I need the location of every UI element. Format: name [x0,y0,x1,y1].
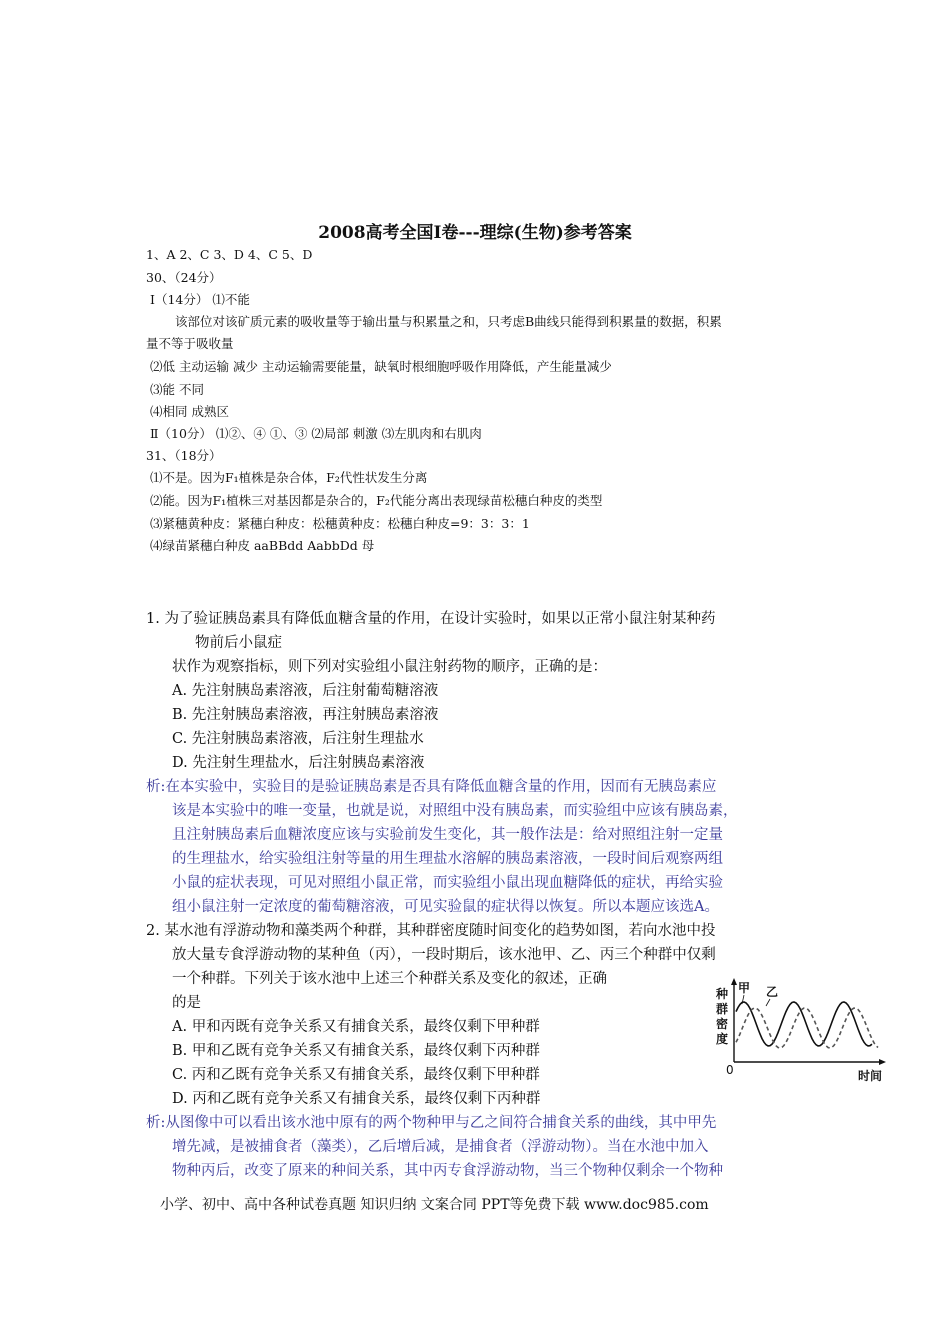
q30-part-ii: Ⅱ（10分） ⑴②、④ ①、③ ⑵局部 刺激 ⑶左肌肉和右肌肉 [150,426,482,441]
q1-analysis-line: 析:在本实验中，实验目的是验证胰岛素是否具有降低血糖含量的作用，因而有无胰岛素应 [146,779,717,795]
graph-ylabel-char: 种 [716,987,729,1001]
graph-xlabel: 时间 [858,1069,883,1083]
q1-option-b: B. 先注射胰岛素溶液，再注射胰岛素溶液 [172,707,439,723]
q2-option-d: D. 丙和乙既有竞争关系又有捕食关系，最终仅剩下丙种群 [172,1091,541,1107]
q2-analysis-line: 析:从图像中可以看出该水池中原有的两个物种甲与乙之间符合捕食关系的曲线，其中甲先 [146,1115,717,1131]
q2-stem-d: 的是 [172,995,201,1011]
q2-stem-a: 2. 某水池有浮游动物和藻类两个种群，其种群密度随时间变化的趋势如图，若向水池中投 [146,923,716,939]
graph-ylabel-char: 群 [716,1002,729,1016]
graph-series-label-yi: 乙 [766,985,779,999]
graph-leader-yi [766,999,770,1006]
graph-origin-label: 0 [726,1063,734,1077]
q2-option-b: B. 甲和乙既有竞争关系又有捕食关系，最终仅剩下丙种群 [172,1043,540,1059]
q30-explain-a: 该部位对该矿质元素的吸收量等于输出量与积累量之和，只考虑B曲线只能得到积累量的数据，积累 [175,314,722,329]
mc-answers: 1、A 2、C 3、D 4、C 5、D [146,247,313,262]
q31-part1: ⑴不是。因为F₁植株是杂合体，F₂代性状发生分离 [150,470,428,485]
graph-ylabel-char: 密 [716,1017,729,1031]
q1-analysis-line: 的生理盐水，给实验组注射等量的用生理盐水溶解的胰岛素溶液，一段时间后观察两组 [172,851,723,867]
q31-part4: ⑷绿苗紧穗白种皮 aaBBdd AabbDd 母 [150,538,375,553]
graph-ylabel-char: 度 [716,1032,729,1046]
graph-x-arrow [879,1059,886,1065]
q1-stem-a: 1. 为了验证胰岛素具有降低血糖含量的作用，在设计实验时，如果以正常小鼠注射某种药 [146,611,716,627]
q1-option-c: C. 先注射胰岛素溶液，后注射生理盐水 [172,731,424,747]
q2-option-a: A. 甲和丙既有竞争关系又有捕食关系，最终仅剩下甲种群 [172,1019,540,1035]
q30-part3: ⑶能 不同 [150,382,204,397]
population-density-graph [712,976,892,1086]
q1-analysis-line: 组小鼠注射一定浓度的葡萄糖溶液，可见实验鼠的症状得以恢复。所以本题应该选A。 [172,899,719,915]
page-footer: 小学、初中、高中各种试卷真题 知识归纳 文案合同 PPT等免费下载 www.doc985.com [160,1197,709,1213]
q1-analysis-line: 小鼠的症状表现，可见对照组小鼠正常，而实验组小鼠出现血糖降低的症状，再给实验 [172,875,723,891]
q31-part3: ⑶紧穗黄种皮：紧穗白种皮：松穗黄种皮：松穗白种皮=9：3：3：1 [150,516,530,531]
q2-option-c: C. 丙和乙既有竞争关系又有捕食关系，最终仅剩下甲种群 [172,1067,540,1083]
q2-stem-c: 一个种群。下列关于该水池中上述三个种群关系及变化的叙述，正确 [172,971,607,987]
q31-part2: ⑵能。因为F₁植株三对基因都是杂合的，F₂代能分离出表现绿苗松穗白种皮的类型 [150,493,603,508]
q1-analysis-line: 该是本实验中的唯一变量，也就是说，对照组中没有胰岛素，而实验组中应该有胰岛素， [172,803,738,819]
q30-header: 30、（24分） [146,270,222,285]
q1-stem-c: 状作为观察指标，则下列对实验组小鼠注射药物的顺序，正确的是： [172,659,607,675]
q30-part4: ⑷相同 成熟区 [150,404,229,419]
q30-part1: Ⅰ（14分） ⑴不能 [150,292,250,307]
q1-analysis-line: 且注射胰岛素后血糖浓度应该与实验前发生变化，其一般作法是：给对照组注射一定量 [172,827,723,843]
q30-part2: ⑵低 主动运输 减少 主动运输需要能量，缺氧时根细胞呼吸作用降低，产生能量减少 [150,359,612,374]
q2-analysis-line: 增先减，是被捕食者（藻类），乙后增后减，是捕食者（浮游动物）。当在水池中加入 [172,1139,709,1155]
q1-option-a: A. 先注射胰岛素溶液，后注射葡萄糖溶液 [172,683,439,699]
q31-header: 31、（18分） [146,448,222,463]
graph-y-arrow [731,978,737,985]
page-title: 2008高考全国Ⅰ卷---理综(生物)参考答案 [318,223,632,243]
q1-option-d: D. 先注射生理盐水，后注射胰岛素溶液 [172,755,425,771]
q2-stem-b: 放大量专食浮游动物的某种鱼（丙），一段时期后，该水池甲、乙、丙三个种群中仅剩 [172,947,716,963]
q1-stem-b: 物前后小鼠症 [195,635,282,651]
graph-series-label-jia: 甲 [738,981,751,995]
q2-analysis-line: 物种丙后，改变了原来的种间关系，其中丙专食浮游动物，当三个物种仅剩余一个物种 [172,1163,723,1179]
q30-explain-b: 量不等于吸收量 [146,336,234,351]
